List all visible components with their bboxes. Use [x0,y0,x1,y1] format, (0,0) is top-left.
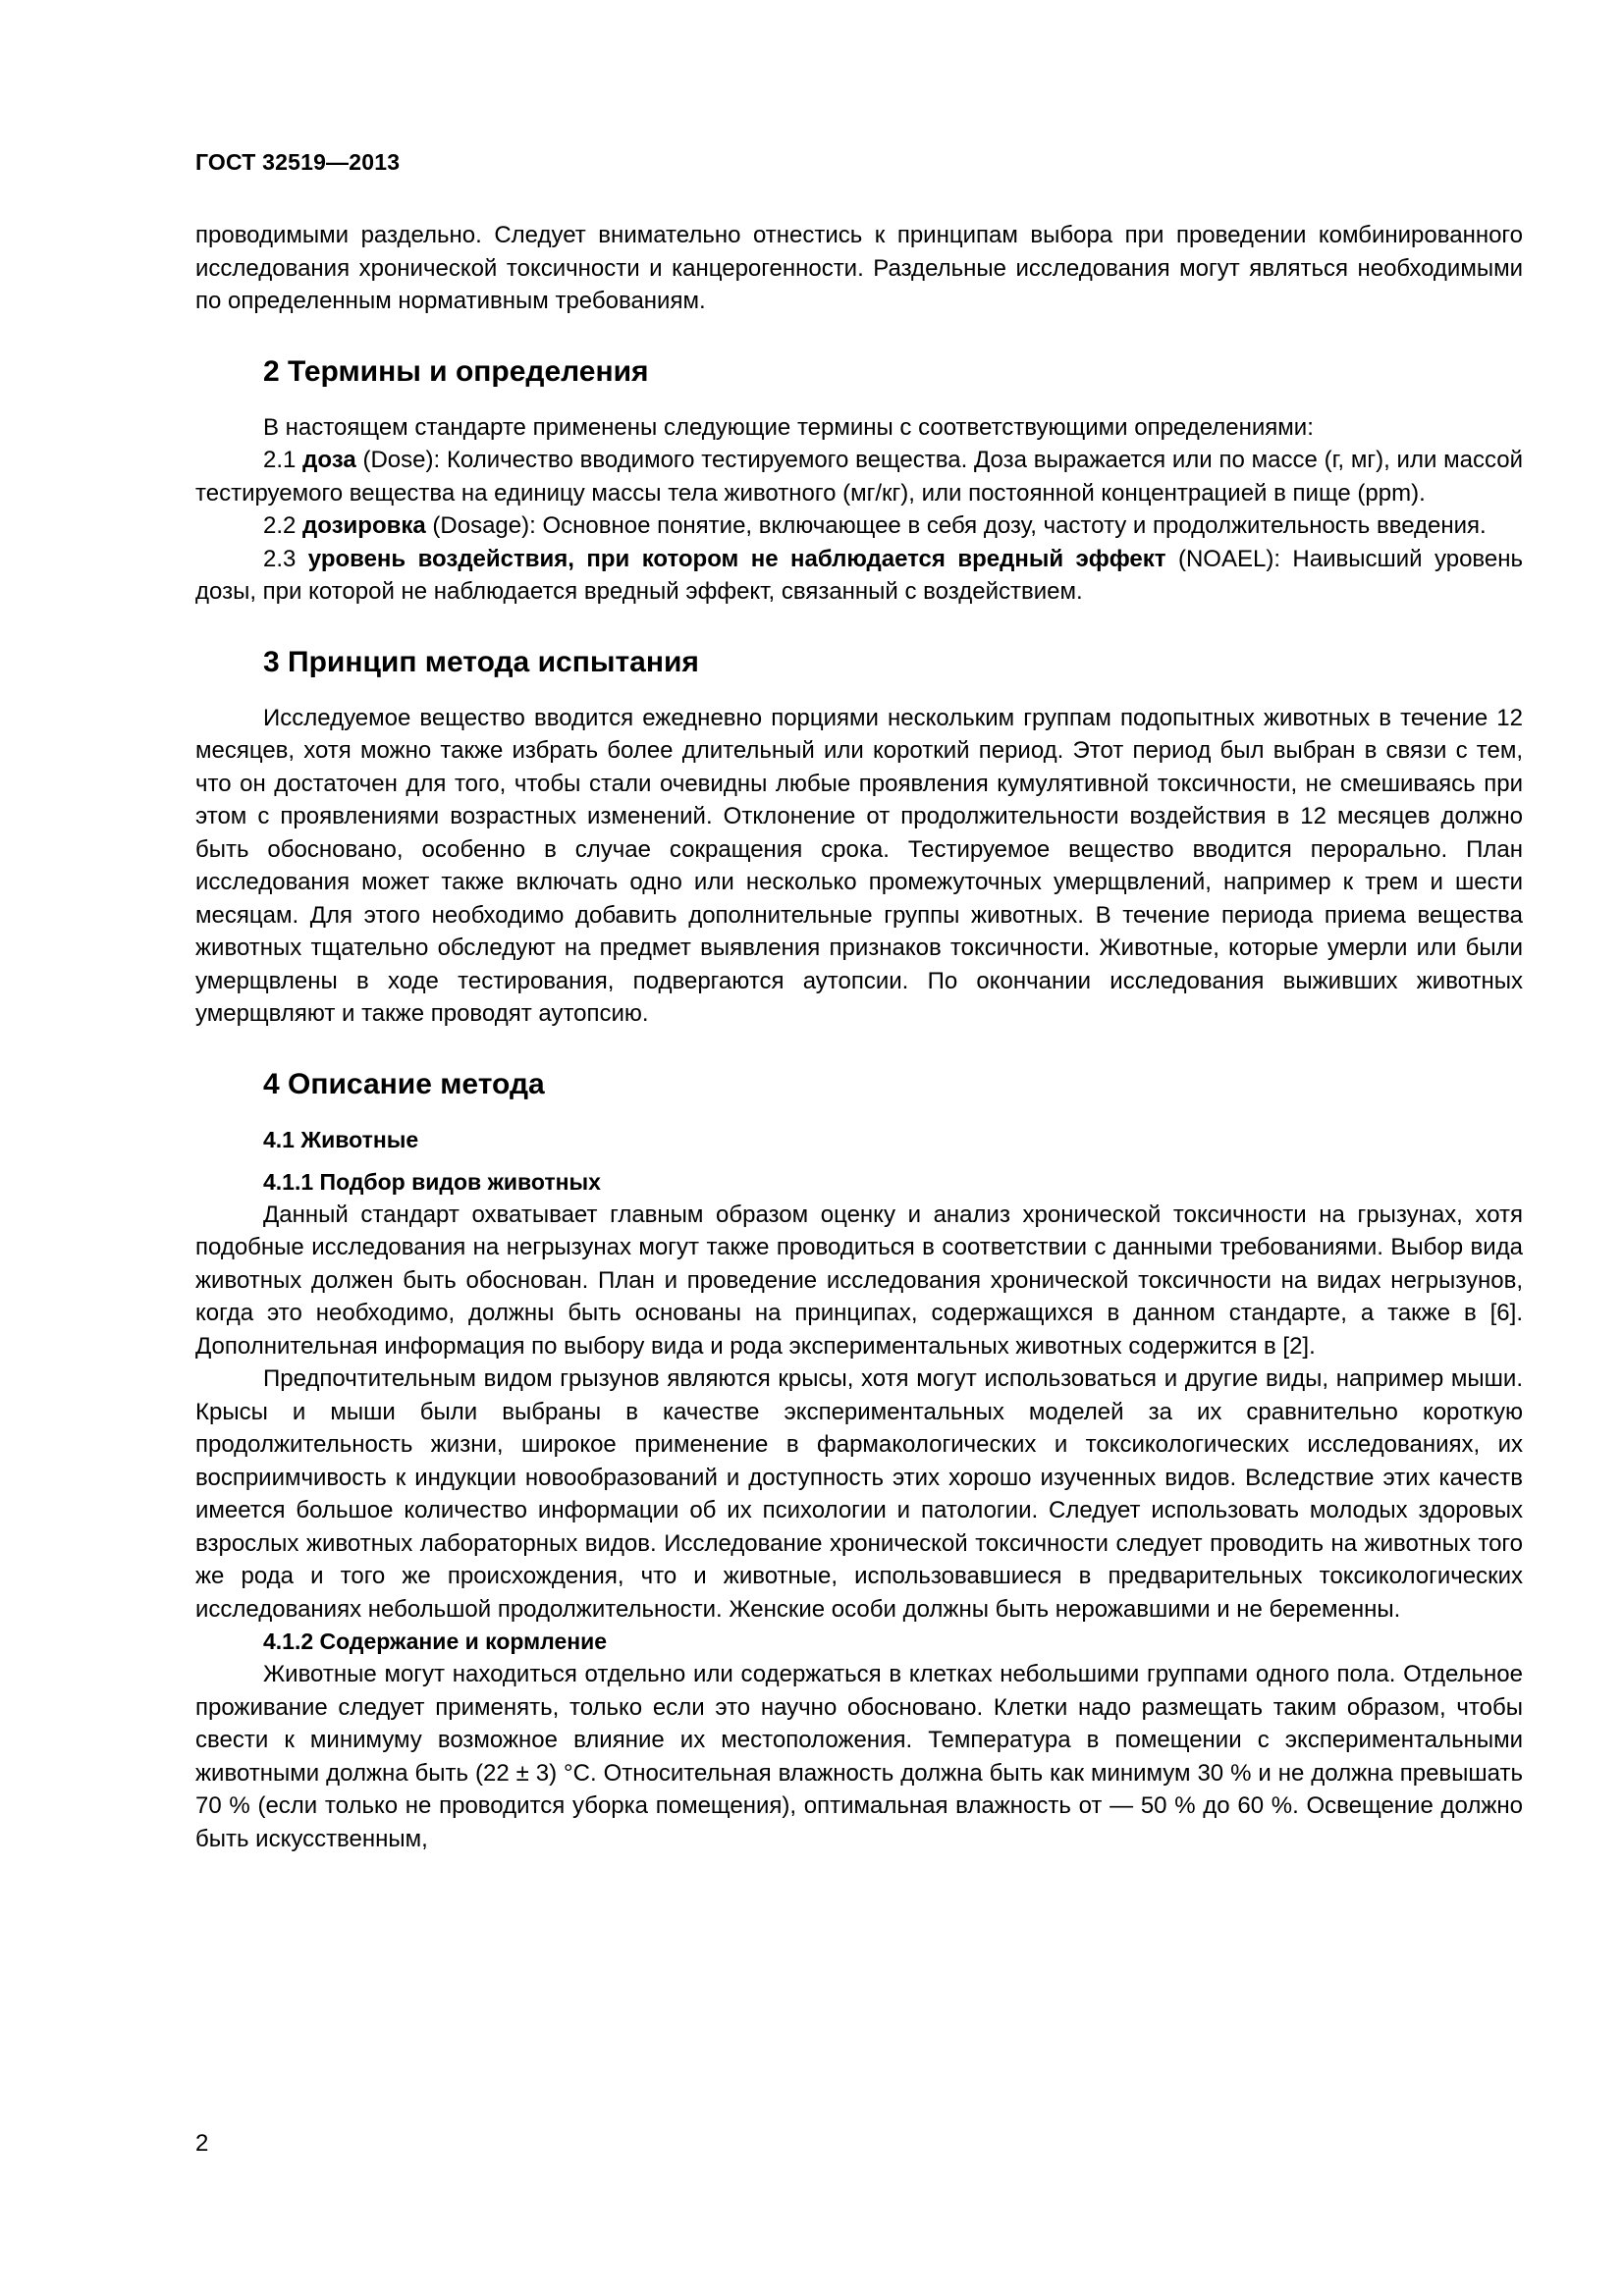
term-name: уровень воздействия, при котором не наблюдается вредный эффект [307,545,1166,572]
term-2-1 [195,444,1523,509]
term-number: 2.2 [263,512,303,539]
term-number: 2.3 [263,545,308,572]
subsection-4-1-1-paragraph-1: Данный стандарт охватывает главным образом оценку и анализ хронической токсичности на грызунах, хотя подобные исследования на негрызунах могут также проводиться в соответствии с данными требованиями. Выбор вида животных должен быть обоснован. План и проведение исследования хронической токсичности на видах негрызунов, когда это необходимо, должны быть основаны на принципах, содержащихся в данном стандарте, а также в [6]. Дополнительная информация по выбору вида и рода экспериментальных животных содержится в [2]. [195,1201,1523,1360]
term-definition: (NOAEL): Наивысший уровень дозы, при которой не наблюдается вредный эффект, связанный с воздействием. [195,545,1524,605]
term-definition: (Dosage): Основное понятие, включающее в себя дозу, частоту и продолжительность введения. [425,512,1487,539]
subsection-4-1-1-title: 4.1.1 Подбор видов животных [263,1168,601,1195]
subsection-4-1-2-title: 4.1.2 Содержание и кормление [263,1629,608,1654]
section-2-title: 2 Термины и определения [263,354,649,388]
section-2-lead: В настоящем стандарте применены следующие термины с соответствующими определениями: [263,413,1314,441]
term-definition: (Dose): Количество вводимого тестируемого вещества. Доза выражается или по массе (г, мг), или массой тестируемого вещества на единицу массы тела животного (мг/кг), или постоянной концентрацией в пище (ppm). [195,447,1524,507]
document-header: ГОСТ 32519—2013 [195,149,401,175]
subsection-4-1-1-paragraph-2: Предпочтительным видом грызунов являются крысы, хотя могут использоваться и другие виды, например мыши. Крысы и мыши были выбраны в качестве экспериментальных моделей за их сравнительно короткую продолжительность жизни, широкое применение в фармакологических и токсикологических исследованиях, их восприимчивость к индукции новообразований и доступность этих хорошо изученных видов. Вследствие этих качеств имеется большое количество информации об их психологии и патологии. Следует использовать молодых здоровых взрослых животных лабораторных видов. Исследование хронической токсичности следует проводить на животных того же рода и того же происхождения, что и животные, использовавшиеся в предварительных токсикологических исследованиях небольшой продолжительности. Женские особи должны быть нерожавшими и не беременны. [195,1365,1523,1623]
term-name: доза [302,447,356,473]
term-number: 2.1 [263,447,303,473]
term-2-2 [195,509,1523,543]
term-name: дозировка [302,512,426,539]
section-4-title: 4 Описание метода [263,1067,545,1100]
intro-paragraph: проводимыми раздельно. Следует внимательно отнестись к принципам выбора при проведении комбинированного исследования хронической токсичности и канцерогенности. Раздельные исследования могут являться необходимыми по определенным нормативным требованиям. [195,222,1523,314]
section-3-paragraph: Исследуемое вещество вводится ежедневно порциями нескольким группам подопытных животных в течение 12 месяцев, хотя можно также избрать более длительный или короткий период. Этот период был выбран в связи с тем, что он достаточен для того, чтобы стали очевидны любые проявления кумулятивной токсичности, не смешиваясь при этом с проявлениями возрастных изменений. Отклонение от продолжительности воздействия в 12 месяцев должно быть обосновано, особенно в случае сокращения срока. Тестируемое вещество вводится перорально. План исследования может также включать одно или несколько промежуточных умерщвлений, например к трем и шести месяцам. Для этого необходимо добавить дополнительные группы животных. В течение периода приема вещества животных тщательно обследуют на предмет выявления признаков токсичности. Животные, которые умерли или были умерщвлены в ходе тестирования, подвергаются аутопсии. По окончании исследования выживших животных умерщвляют и также проводят аутопсию. [195,704,1523,1027]
page-number: 2 [195,2130,209,2157]
subsection-4-1-2-paragraph-1: Животные могут находиться отдельно или содержаться в клетках небольшими группами одного пола. Отдельное проживание следует применять, только если это научно обосновано. Клетки надо размещать таким образом, чтобы свести к минимуму возможное влияние их местоположения. Температура в помещении с экспериментальными животными должна быть (22 ± 3) °С. Относительная влажность должна быть как минимум 30 % и не должна превышать 70 % (если только не проводится уборка помещения), оптимальная влажность от — 50 % до 60 %. Освещение должно быть искусственным, [195,1661,1523,1852]
term-2-3 [195,543,1523,609]
document-body [195,219,1523,1855]
subsection-4-1-title: 4.1 Животные [263,1126,419,1152]
section-3-title: 3 Принцип метода испытания [263,645,699,678]
